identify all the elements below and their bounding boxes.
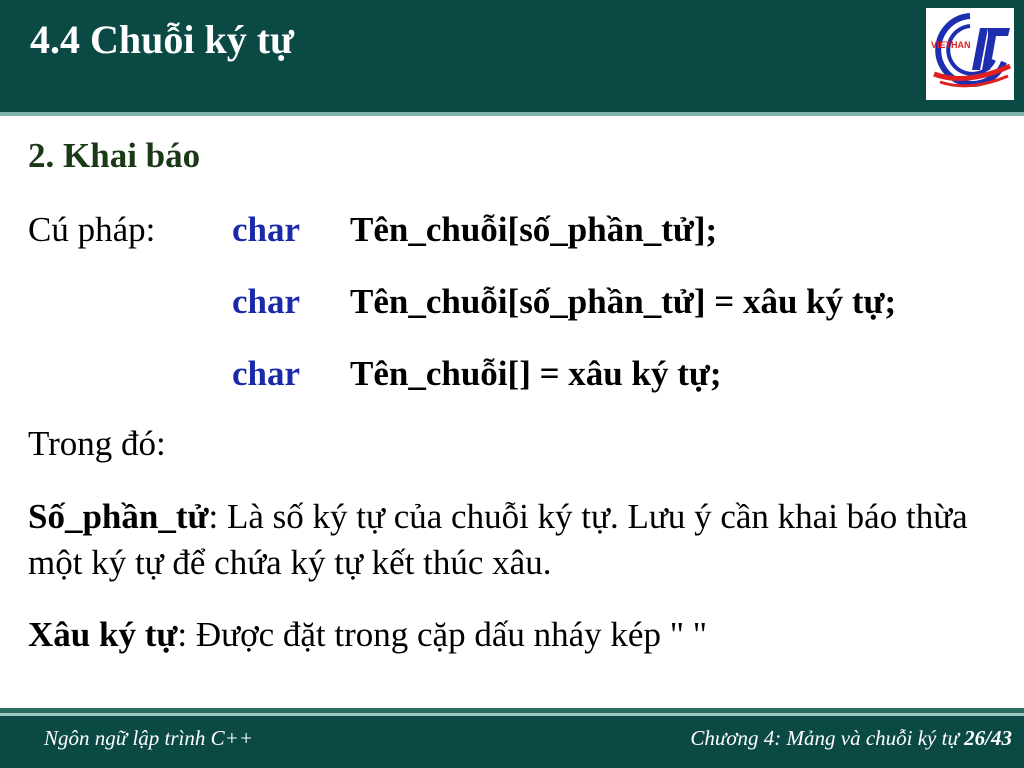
definition-text: : Là số ký tự của chuỗi ký tự. Lưu ý cần khai báo thừa một ký tự để chứa ký tự kết thúc xâu. [28,497,968,582]
definition-item [28,612,968,658]
syntax-keyword: char [232,210,301,249]
definition-text: : Được đặt trong cặp dấu nháy kép " " [177,615,708,654]
page-number: 26/43 [964,726,1012,750]
section-heading: 2. Khai báo [28,136,201,175]
where-label: Trong đó: [28,424,166,463]
logo-text: VIETHAN [931,40,971,50]
chapter-title: Chương 4: Mảng và chuỗi ký tự [690,726,965,750]
slide-title: 4.4 Chuỗi ký tự [30,17,295,62]
syntax-code: Tên_chuỗi[] = xâu ký tự; [350,354,722,393]
header-divider [0,112,1024,116]
syntax-code: Tên_chuỗi[số_phần_tử]; [350,210,718,249]
syntax-keyword: char [232,282,301,321]
syntax-code: Tên_chuỗi[số_phần_tử] = xâu ký tự; [350,282,897,321]
course-name: Ngôn ngữ lập trình C++ [44,726,253,750]
definition-term: Xâu ký tự [28,615,178,654]
definition-term: Số_phần_tử [28,497,209,536]
university-logo-icon [926,8,1014,100]
definition-item [28,494,968,586]
syntax-keyword: char [232,354,301,393]
syntax-label: Cú pháp: [28,210,156,249]
chapter-info [690,726,1012,751]
